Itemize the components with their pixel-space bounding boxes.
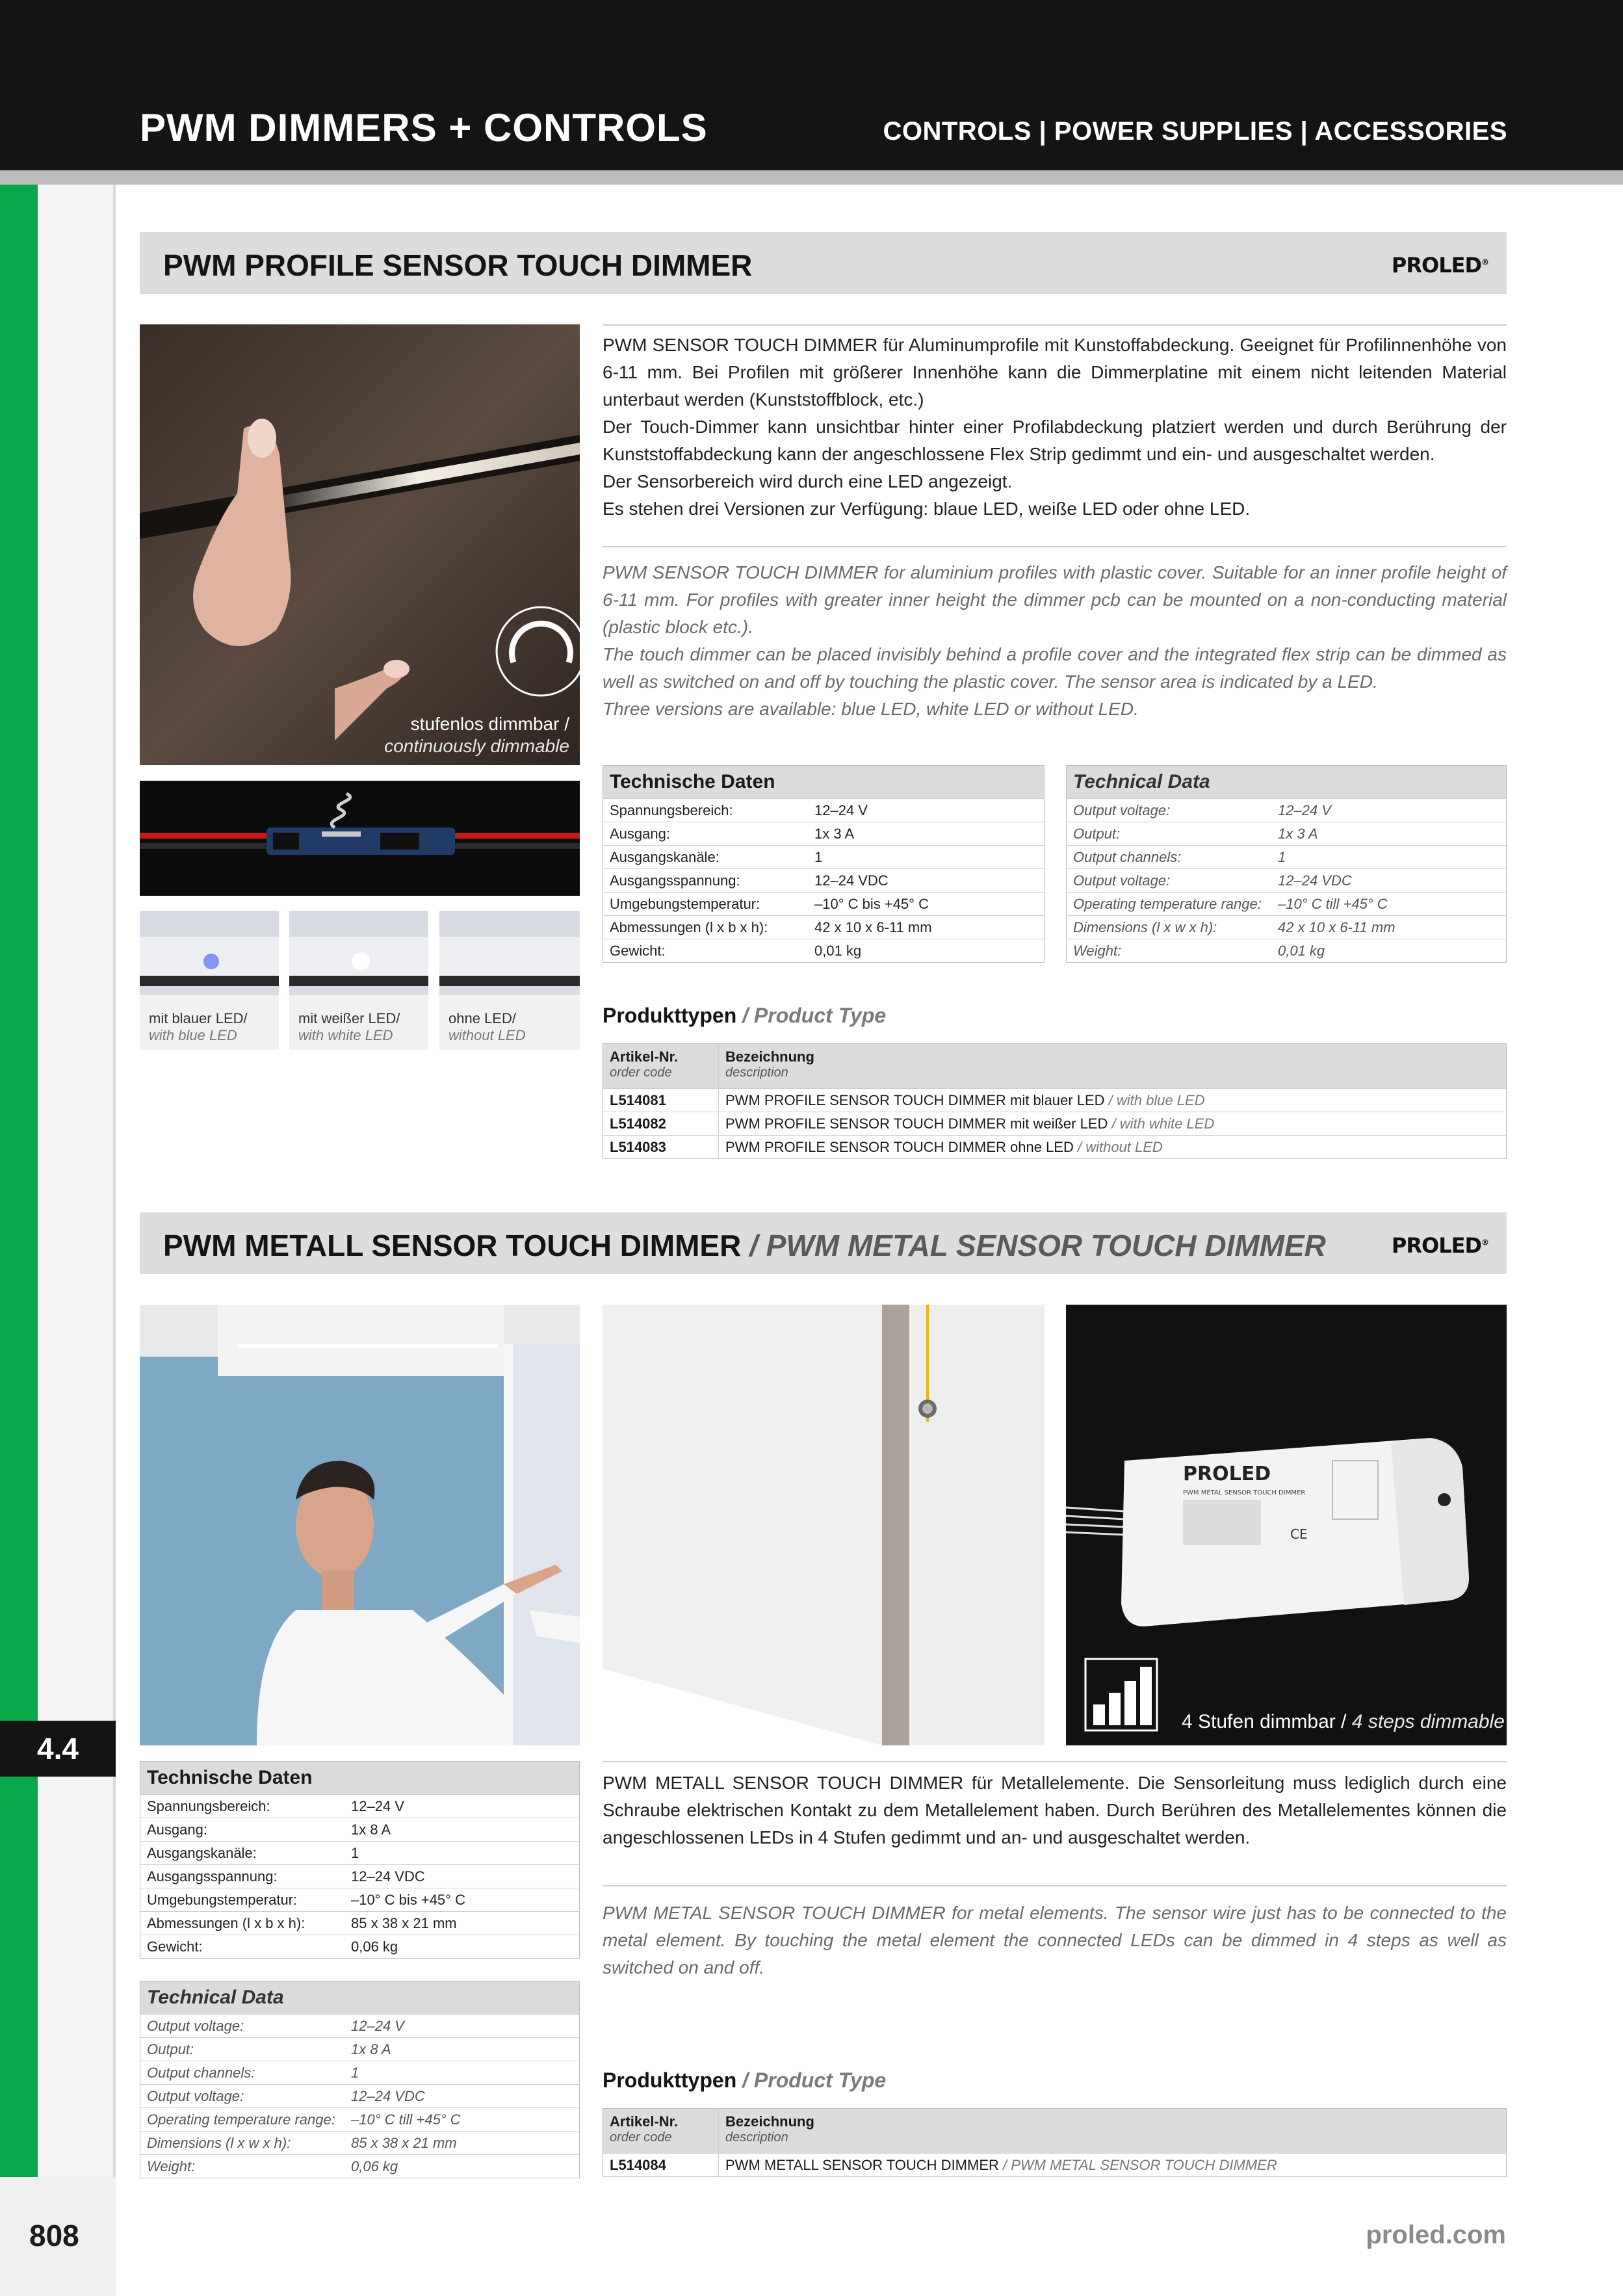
hero-caption bbox=[384, 713, 569, 757]
side-rail-divider bbox=[113, 185, 116, 2296]
table-row bbox=[603, 1088, 1506, 1112]
section-tab: 4.4 bbox=[0, 1721, 116, 1777]
s2-tech-en-val: 1x 8 A bbox=[351, 2041, 391, 2057]
section2-header bbox=[140, 1212, 1507, 1274]
section2-description-en bbox=[603, 1899, 1507, 1981]
table-row bbox=[1067, 845, 1506, 868]
s2-tech-en-val: 85 x 38 x 21 mm bbox=[351, 2135, 457, 2151]
table-row bbox=[140, 1911, 579, 1935]
s2-pt-title-de: Produkttypen bbox=[603, 2068, 737, 2092]
desc-mid-rule bbox=[603, 546, 1507, 547]
hero-caption-en: continuously dimmable bbox=[384, 736, 569, 756]
s1-tech-de-key: Ausgang: bbox=[610, 826, 670, 842]
table-row bbox=[140, 1841, 579, 1864]
table-header bbox=[603, 1044, 1506, 1088]
section1-description-de bbox=[603, 332, 1507, 523]
section2-product-table bbox=[603, 2108, 1507, 2177]
section1-product-type-heading bbox=[603, 1004, 886, 1028]
s2-tech-de-key: Spannungsbereich: bbox=[147, 1798, 270, 1814]
table-row bbox=[1067, 939, 1506, 962]
page-number: 808 bbox=[29, 2219, 79, 2252]
s2-tech-en-key: Output: bbox=[147, 2041, 194, 2057]
table-row bbox=[1067, 868, 1506, 892]
category-nav: CONTROLS | POWER SUPPLIES | ACCESSORIES bbox=[883, 117, 1507, 146]
s1-tech-en-key: Output: bbox=[1073, 826, 1121, 842]
s2-tech-en-key: Output voltage: bbox=[147, 2018, 244, 2034]
s1-tech-en-key: Output voltage: bbox=[1073, 872, 1171, 889]
s1-tech-en-key: Output channels: bbox=[1073, 849, 1182, 865]
table-row bbox=[603, 822, 1044, 845]
s1-tech-en-key: Weight: bbox=[1073, 943, 1122, 959]
variant-thumb-white bbox=[289, 911, 428, 1050]
variant-none-illustration bbox=[439, 911, 580, 995]
table-row bbox=[603, 915, 1044, 939]
pcb-photo bbox=[140, 781, 580, 896]
table-row bbox=[140, 1794, 579, 1818]
s2-tech-en-val: –10° C till +45° C bbox=[351, 2111, 461, 2128]
product-desc-de: PWM PROFILE SENSOR TOUCH DIMMER mit blauer LED bbox=[725, 1092, 1105, 1108]
section2-title-en: / PWM METAL SENSOR TOUCH DIMMER bbox=[749, 1229, 1326, 1262]
s2-tech-de-key: Ausgangsspannung: bbox=[147, 1868, 278, 1885]
table-row bbox=[140, 2014, 579, 2037]
variant-label-blue bbox=[149, 1010, 248, 1044]
table-row bbox=[603, 845, 1044, 868]
hero-touch-illustration bbox=[140, 324, 580, 765]
table-row bbox=[140, 2037, 579, 2061]
section1-tech-table-de bbox=[603, 765, 1045, 963]
mirror-man-illustration bbox=[140, 1305, 580, 1745]
s2-col-code-de: Artikel-Nr. bbox=[610, 2113, 679, 2130]
device-model-text: PWM METAL SENSOR TOUCH DIMMER bbox=[1183, 1489, 1306, 1496]
s1-tech-de-key: Spannungsbereich: bbox=[610, 802, 733, 818]
product-desc-de: PWM PROFILE SENSOR TOUCH DIMMER mit weißer LED bbox=[725, 1115, 1108, 1132]
section1-title: PWM PROFILE SENSOR TOUCH DIMMER bbox=[163, 248, 753, 282]
product-desc-en: / with blue LED bbox=[1108, 1092, 1205, 1108]
s2-pt-title-en: / Product Type bbox=[742, 2068, 887, 2092]
s2-tech-en-key: Weight: bbox=[147, 2158, 196, 2174]
s2-col-desc-en: description bbox=[725, 2130, 788, 2145]
s2-tech-de-title: Technische Daten bbox=[140, 1762, 579, 1794]
s2-tech-de-val: 0,06 kg bbox=[351, 1938, 398, 1955]
table-row bbox=[140, 1935, 579, 1958]
s2-tech-de-key: Abmessungen (l x b x h): bbox=[147, 1915, 305, 1931]
s1-desc-en-p2: The touch dimmer can be placed invisibly behind a profile cover and the integrated flex strip can be dimmed as well as switched on and off by touching the plastic cover. The sensor area is indicated by a LED. bbox=[603, 644, 1507, 692]
s2-tech-en-key: Output voltage: bbox=[147, 2088, 244, 2104]
variant-label-white bbox=[298, 1010, 400, 1044]
s1-tech-de-key: Abmessungen (l x b x h): bbox=[610, 919, 768, 935]
product-desc-en: / with white LED bbox=[1111, 1115, 1215, 1132]
header-rule bbox=[0, 170, 1623, 185]
hero-touch-photo bbox=[140, 324, 580, 765]
s2-tech-en-val: 0,06 kg bbox=[351, 2158, 398, 2174]
table-row bbox=[140, 1864, 579, 1888]
s1-tech-en-key: Dimensions (l x w x h): bbox=[1073, 919, 1217, 935]
steps-caption bbox=[1182, 1711, 1505, 1733]
s2-tech-en-title: Technical Data bbox=[140, 1981, 579, 2014]
table-row bbox=[140, 1888, 579, 1911]
order-code: L514083 bbox=[603, 1136, 719, 1158]
mirror-man-photo bbox=[140, 1305, 580, 1745]
s1-tech-de-val: 1x 3 A bbox=[814, 826, 855, 842]
s1-tech-en-val: 0,01 kg bbox=[1278, 943, 1325, 959]
s1-tech-de-val: 0,01 kg bbox=[814, 943, 862, 959]
s1-tech-en-val: 1 bbox=[1278, 849, 1286, 865]
proled-logo: PROLED® bbox=[1391, 253, 1488, 278]
hero-caption-de: stufenlos dimmbar / bbox=[410, 714, 569, 734]
table-row bbox=[603, 939, 1044, 962]
s1-col-desc-de: Bezeichnung bbox=[725, 1049, 814, 1065]
s2-tech-en-val: 12–24 V bbox=[351, 2018, 404, 2034]
table-row bbox=[140, 2084, 579, 2107]
s1-tech-en-val: 12–24 V bbox=[1278, 802, 1331, 818]
s2-tech-en-val: 1 bbox=[351, 2065, 359, 2081]
table-row bbox=[603, 798, 1044, 822]
steps-caption-de: 4 Stufen dimmbar / bbox=[1182, 1711, 1347, 1732]
s1-tech-en-key: Operating temperature range: bbox=[1073, 896, 1262, 912]
s2-col-code-en: order code bbox=[610, 2130, 672, 2145]
dimmer-device-illustration bbox=[1066, 1305, 1507, 1745]
section2-title bbox=[163, 1228, 1326, 1263]
s1-tech-de-key: Ausgangsspannung: bbox=[610, 872, 740, 889]
variant-none-en: without LED bbox=[448, 1027, 526, 1043]
s2-col-desc-de: Bezeichnung bbox=[725, 2113, 814, 2130]
section2-product-type-heading bbox=[603, 2068, 886, 2093]
order-code: L514084 bbox=[603, 2154, 719, 2176]
s1-tech-de-key: Umgebungstemperatur: bbox=[610, 896, 760, 912]
s1-tech-en-val: 1x 3 A bbox=[1278, 826, 1318, 842]
s1-col-desc-en: description bbox=[725, 1065, 788, 1080]
s2-tech-de-val: 12–24 VDC bbox=[351, 1868, 425, 1885]
section2-description-de bbox=[603, 1769, 1507, 1851]
table-row bbox=[1067, 915, 1506, 939]
section1-tech-table-en bbox=[1066, 765, 1507, 963]
s2-tech-de-key: Gewicht: bbox=[147, 1938, 203, 1955]
s1-tech-en-key: Output voltage: bbox=[1073, 802, 1171, 818]
variant-label-none bbox=[448, 1010, 526, 1044]
ce-mark: CE bbox=[1290, 1526, 1308, 1542]
variant-blue-en: with blue LED bbox=[149, 1027, 237, 1043]
steps-caption-en: 4 steps dimmable bbox=[1351, 1711, 1505, 1732]
product-desc-de: PWM PROFILE SENSOR TOUCH DIMMER ohne LED bbox=[725, 1139, 1074, 1155]
s1-pt-title-de: Produkttypen bbox=[603, 1004, 737, 1027]
table-row bbox=[603, 2153, 1506, 2176]
section1-header bbox=[140, 232, 1507, 294]
s1-desc-de-p4: Es stehen drei Versionen zur Verfügung: blaue LED, weiße LED oder ohne LED. bbox=[603, 499, 1251, 519]
variant-none-de: ohne LED/ bbox=[448, 1010, 516, 1026]
s1-tech-de-val: 12–24 VDC bbox=[814, 872, 889, 889]
s2-tech-de-key: Ausgangskanäle: bbox=[147, 1845, 257, 1861]
variant-white-illustration bbox=[289, 911, 428, 995]
s2-tech-de-val: –10° C bis +45° C bbox=[351, 1892, 465, 1908]
s1-col-code-en: order code bbox=[610, 1065, 672, 1080]
section2-tech-table-de bbox=[140, 1761, 580, 1959]
section1-product-table bbox=[603, 1043, 1507, 1159]
s1-tech-de-key: Gewicht: bbox=[610, 943, 666, 959]
table-row bbox=[603, 868, 1044, 892]
section1-description-en bbox=[603, 559, 1507, 723]
footer-url[interactable]: proled.com bbox=[1366, 2221, 1506, 2249]
section2-title-de: PWM METALL SENSOR TOUCH DIMMER bbox=[163, 1229, 742, 1262]
pcb-illustration bbox=[140, 781, 580, 896]
s2-desc-en-p1: PWM METAL SENSOR TOUCH DIMMER for metal elements. The sensor wire just has to be connected to the metal element. By touching the metal element the connected LEDs can be dimmed in 4 steps as well as switched on and off. bbox=[603, 1903, 1507, 1977]
desc-top-rule bbox=[603, 324, 1507, 326]
s2-tech-de-key: Umgebungstemperatur: bbox=[147, 1892, 298, 1908]
s2-tech-de-val: 85 x 38 x 21 mm bbox=[351, 1915, 457, 1931]
order-code: L514081 bbox=[603, 1089, 719, 1112]
proled-logo: PROLED® bbox=[1391, 1233, 1488, 1258]
table-row bbox=[140, 2131, 579, 2154]
table-row bbox=[140, 2061, 579, 2084]
order-code: L514082 bbox=[603, 1112, 719, 1135]
variant-white-en: with white LED bbox=[298, 1027, 393, 1043]
table-row bbox=[1067, 822, 1506, 845]
s1-desc-en-p1: PWM SENSOR TOUCH DIMMER for aluminium profiles with plastic cover. Suitable for an inner profile height of 6-11 mm. For profiles with greater inner height the dimmer pcb can be mounted on a non-conducting material (plastic block etc.). bbox=[603, 562, 1507, 637]
s1-desc-de-p3: Der Sensorbereich wird durch eine LED angezeigt. bbox=[603, 471, 1013, 491]
metal-element-photo bbox=[603, 1305, 1045, 1745]
s1-tech-de-val: 12–24 V bbox=[814, 802, 868, 818]
metal-element-illustration bbox=[603, 1305, 1045, 1745]
s2-tech-en-key: Operating temperature range: bbox=[147, 2111, 335, 2128]
s1-tech-de-val: 1 bbox=[814, 849, 823, 865]
s2-tech-en-key: Dimensions (l x w x h): bbox=[147, 2135, 291, 2151]
product-desc-de: PWM METALL SENSOR TOUCH DIMMER bbox=[725, 2157, 999, 2173]
table-row bbox=[1067, 798, 1506, 822]
s1-tech-de-key: Ausgangskanäle: bbox=[610, 849, 720, 865]
s1-tech-en-val: 12–24 VDC bbox=[1278, 872, 1352, 889]
s1-desc-en-p3: Three versions are available: blue LED, white LED or without LED. bbox=[603, 699, 1139, 719]
s1-tech-de-val: –10° C bis +45° C bbox=[814, 896, 929, 912]
table-row bbox=[1067, 892, 1506, 915]
s1-tech-en-val: 42 x 10 x 6-11 mm bbox=[1278, 919, 1396, 935]
s2-desc-top-rule bbox=[603, 1761, 1507, 1762]
table-row bbox=[140, 2154, 579, 2178]
product-desc-en: / without LED bbox=[1077, 1139, 1163, 1155]
side-rail bbox=[38, 185, 116, 2296]
s1-tech-de-title: Technische Daten bbox=[603, 766, 1044, 798]
s2-tech-de-val: 1x 8 A bbox=[351, 1821, 391, 1838]
s2-tech-de-val: 1 bbox=[351, 1845, 359, 1861]
variant-blue-illustration bbox=[140, 911, 279, 995]
variant-thumb-none bbox=[439, 911, 580, 1050]
table-row bbox=[603, 1112, 1506, 1135]
s1-desc-de-p2: Der Touch-Dimmer kann unsichtbar hinter einer Profilabdeckung platziert werden und durch Berührung der Kunststoffabdeckung kann der angeschlossene Flex Strip gedimmt und ein- und ausgeschaltet werden. bbox=[603, 417, 1507, 464]
table-row bbox=[140, 2107, 579, 2131]
variant-blue-de: mit blauer LED/ bbox=[149, 1010, 248, 1026]
s2-tech-en-key: Output channels: bbox=[147, 2065, 255, 2081]
s1-tech-de-val: 42 x 10 x 6-11 mm bbox=[814, 919, 932, 935]
green-color-bar bbox=[0, 185, 38, 2177]
s2-desc-de-p1: PWM METALL SENSOR TOUCH DIMMER für Metallelemente. Die Sensorleitung muss lediglich durch eine Schraube elektrischen Kontakt zu dem Metallelement haben. Durch Berühren des Metallelementes können die angeschlossenen LEDs in 4 Stufen gedimmt und an- und ausgeschaltet werden. bbox=[603, 1773, 1507, 1847]
s1-desc-de-p1: PWM SENSOR TOUCH DIMMER für Aluminumprofile mit Kunstoffabdeckung. Geeignet für Profilinnenhöhe von 6-11 mm. Bei Profilen mit größerer Innenhöhe kann die Dimmerplatine mit einem nicht leitenden Material unterbaut werden (Kunststoffblock, etc.) bbox=[603, 335, 1507, 410]
s2-tech-de-key: Ausgang: bbox=[147, 1821, 207, 1838]
s2-tech-en-val: 12–24 VDC bbox=[351, 2088, 425, 2104]
section2-tech-table-en bbox=[140, 1981, 580, 2178]
s1-tech-en-val: –10° C till +45° C bbox=[1278, 896, 1388, 912]
s1-pt-title-en: / Product Type bbox=[742, 1004, 887, 1027]
s1-tech-en-title: Technical Data bbox=[1067, 766, 1506, 798]
product-desc-en: / PWM METAL SENSOR TOUCH DIMMER bbox=[1003, 2157, 1277, 2173]
s2-tech-de-val: 12–24 V bbox=[351, 1798, 404, 1814]
table-row bbox=[603, 1135, 1506, 1158]
variant-white-de: mit weißer LED/ bbox=[298, 1010, 400, 1026]
table-header bbox=[603, 2109, 1506, 2153]
page-title: PWM DIMMERS + CONTROLS bbox=[140, 106, 708, 150]
variant-thumb-blue bbox=[140, 911, 279, 1050]
table-row bbox=[140, 1818, 579, 1841]
s2-desc-mid-rule bbox=[603, 1885, 1507, 1886]
table-row bbox=[603, 892, 1044, 915]
dimmer-device-photo bbox=[1066, 1305, 1507, 1745]
s1-col-code-de: Artikel-Nr. bbox=[610, 1049, 679, 1065]
device-brand-text: PROLED bbox=[1183, 1463, 1271, 1485]
